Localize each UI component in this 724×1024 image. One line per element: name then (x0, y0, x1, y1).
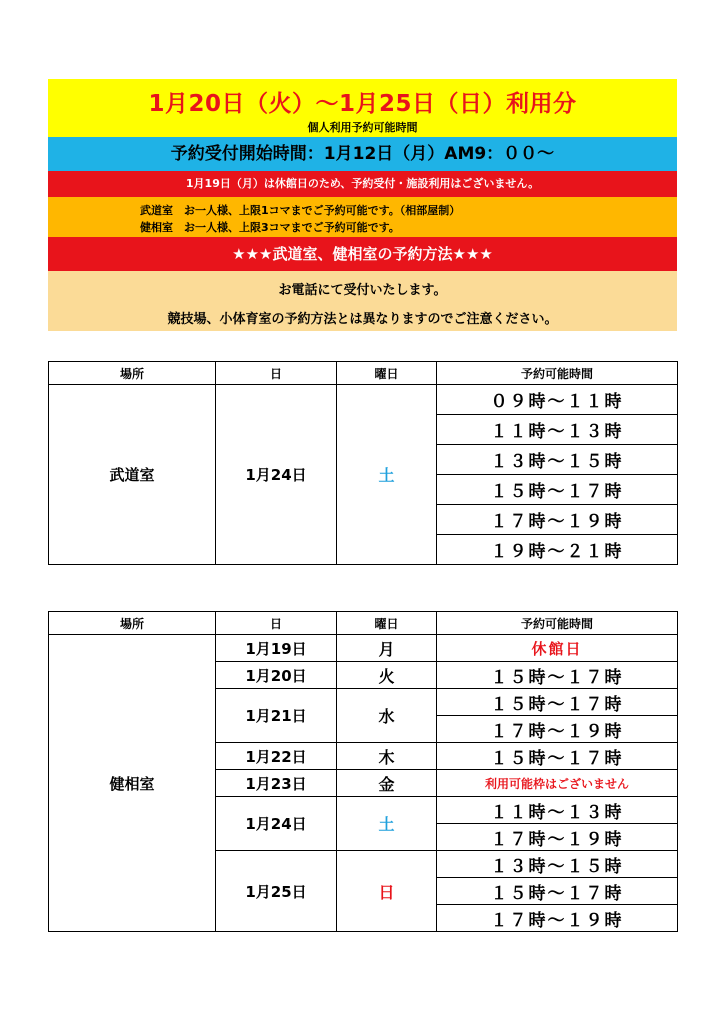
no-slots-label: 利用可能枠はございません (437, 770, 678, 797)
closed-day-label: 休館日 (437, 635, 678, 662)
col-header-place: 場所 (49, 612, 216, 635)
phone-note: お電話にて受付いたします。 (278, 283, 447, 298)
kenso-rule: 健相室 お一人様、上限3コマまでご予約可能です。 (140, 221, 400, 234)
time-slot: １５時～１７時 (437, 689, 678, 716)
time-slot: １７時～１９時 (437, 824, 678, 851)
place-cell: 健相室 (49, 635, 216, 932)
time-slot: １５時～１７時 (437, 475, 678, 505)
weekday-cell: 土 (337, 385, 437, 565)
time-slot: １１時～１３時 (437, 797, 678, 824)
weekday-cell: 月 (337, 635, 437, 662)
table-row (49, 385, 678, 415)
weekday-cell: 水 (337, 689, 437, 743)
weekday-cell: 火 (337, 662, 437, 689)
day-cell: 1月22日 (216, 743, 337, 770)
time-slot: １３時～１５時 (437, 851, 678, 878)
col-header-times: 予約可能時間 (437, 612, 678, 635)
page-title: 1月20日（火）～1月25日（日）利用分 (148, 91, 577, 117)
col-header-times: 予約可能時間 (437, 362, 678, 385)
day-cell: 1月19日 (216, 635, 337, 662)
col-header-day: 日 (216, 362, 337, 385)
subtitle: 個人利用予約可能時間 (48, 119, 677, 137)
weekday-cell: 日 (337, 851, 437, 932)
place-cell: 武道室 (49, 385, 216, 565)
col-header-place: 場所 (49, 362, 216, 385)
col-header-weekday: 曜日 (337, 612, 437, 635)
time-slot: １７時～１９時 (437, 505, 678, 535)
time-slot: １５時～１７時 (437, 743, 678, 770)
table-row (49, 635, 678, 662)
time-slot: １９時～２１時 (437, 535, 678, 565)
time-slot: １７時～１９時 (437, 716, 678, 743)
day-cell: 1月24日 (216, 385, 337, 565)
time-slot: １７時～１９時 (437, 905, 678, 932)
method-notes (48, 271, 677, 331)
time-slot: １５時～１７時 (437, 662, 678, 689)
col-header-weekday: 曜日 (337, 362, 437, 385)
closed-notice-banner: 1月19日（月）は休館日のため、予約受付・施設利用はございません。 (48, 171, 677, 197)
reception-start-banner: 予約受付開始時間：1月12日（月）AM9：００～ (48, 137, 677, 171)
time-slot: １３時～１５時 (437, 445, 678, 475)
weekday-cell: 木 (337, 743, 437, 770)
day-cell: 1月25日 (216, 851, 337, 932)
caution-note: 競技場、小体育室の予約方法とは異なりますのでご注意ください。 (167, 312, 558, 327)
day-cell: 1月23日 (216, 770, 337, 797)
weekday-cell: 金 (337, 770, 437, 797)
time-slot: １１時～１３時 (437, 415, 678, 445)
budo-rule: 武道室 お一人様、上限1コマまでご予約可能です。（相部屋制） (140, 204, 461, 217)
col-header-day: 日 (216, 612, 337, 635)
table-header-row (49, 362, 678, 385)
day-cell: 1月20日 (216, 662, 337, 689)
kenso-schedule-table (48, 611, 678, 932)
weekday-cell: 土 (337, 797, 437, 851)
day-cell: 1月21日 (216, 689, 337, 743)
day-cell: 1月24日 (216, 797, 337, 851)
time-slot: １５時～１７時 (437, 878, 678, 905)
table-header-row (49, 612, 678, 635)
budo-schedule-table (48, 361, 678, 565)
title-banner (48, 79, 677, 119)
rules-banner (48, 197, 677, 237)
method-heading: ★★★武道室、健相室の予約方法★★★ (48, 237, 677, 271)
time-slot: ０９時～１１時 (437, 385, 678, 415)
